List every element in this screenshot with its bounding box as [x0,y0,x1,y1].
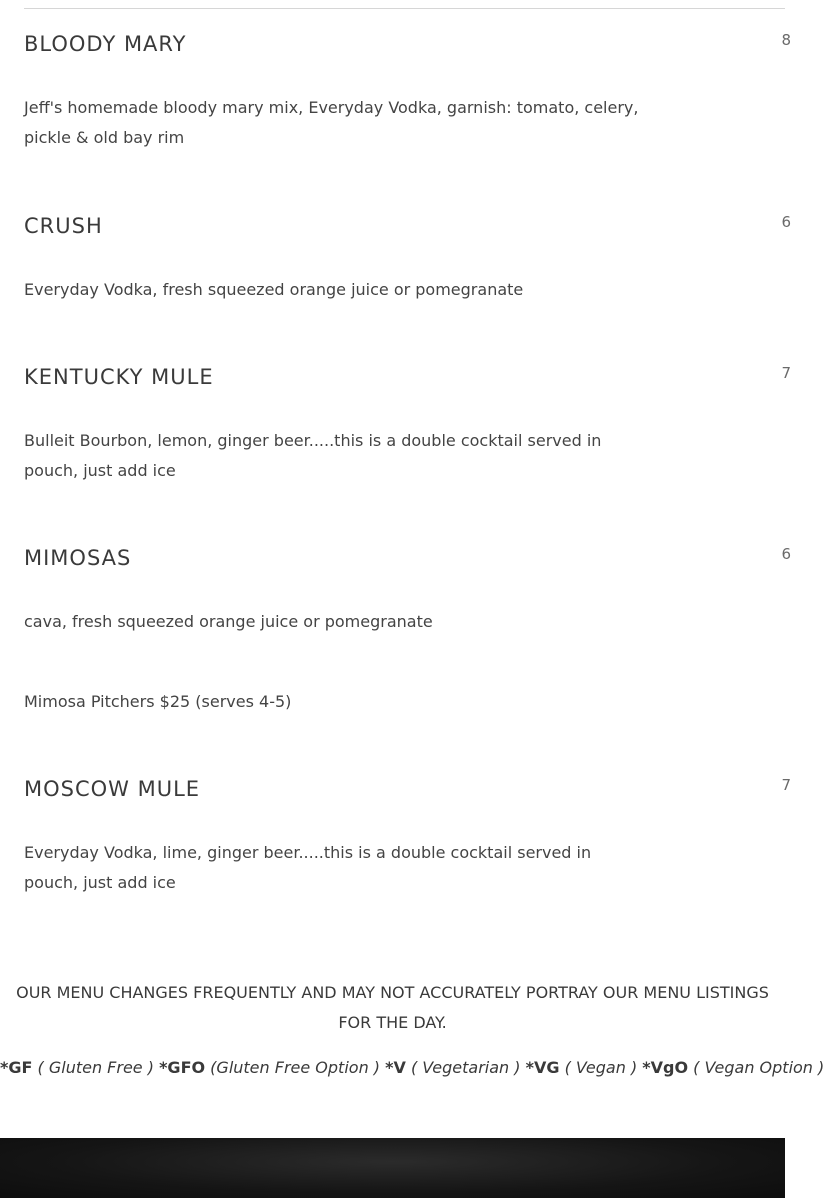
item-price: 6 [781,213,791,231]
menu-disclaimer: OUR MENU CHANGES FREQUENTLY AND MAY NOT ACCURATELY PORTRAY OUR MENU LISTINGS FOR THE DAY. [16,983,769,1032]
menu-item-kentucky-mule [24,362,791,480]
item-price: 6 [781,545,791,563]
item-price: 7 [781,776,791,794]
menu-item-crush [24,211,791,299]
item-title: MIMOSAS [24,546,132,570]
item-price: 7 [781,364,791,382]
dietary-legend [0,1054,824,1082]
item-description: cava, fresh squeezed orange juice or pomegranate [24,612,433,631]
item-title: KENTUCKY MULE [24,365,214,389]
legend-gf-code: *GF [0,1058,33,1077]
legend-vg-text: ( Vegan ) [559,1058,643,1077]
legend-vgo-text: ( Vegan Option ) [688,1058,824,1077]
menu-item-mimosas [24,543,791,711]
footer-band [0,1138,785,1198]
item-description: Everyday Vodka, fresh squeezed orange juice or pomegranate [24,280,524,299]
legend-gfo-code: *GFO [159,1058,206,1077]
menu-item-moscow-mule [24,774,791,892]
legend-v-text: ( Vegetarian ) [405,1058,526,1077]
item-title: BLOODY MARY [24,32,187,56]
item-title: CRUSH [24,214,103,238]
legend-vg-code: *VG [525,1058,560,1077]
item-description: Jeff's homemade bloody mary mix, Everyday Vodka, garnish: tomato, celery, pickle & old bay rim [24,98,639,147]
item-description: Everyday Vodka, lime, ginger beer.....this is a double cocktail served in pouch, just add ice [24,843,592,892]
item-description: Bulleit Bourbon, lemon, ginger beer.....this is a double cocktail served in pouch, just add ice [24,431,602,480]
item-title: MOSCOW MULE [24,777,201,801]
legend-gf-text: ( Gluten Free ) [32,1058,160,1077]
top-divider [24,8,785,9]
legend-v-code: *V [385,1058,406,1077]
legend-gfo-text: (Gluten Free Option ) [205,1058,386,1077]
item-extra-note: Mimosa Pitchers $25 (serves 4-5) [24,692,292,711]
item-price: 8 [781,31,791,49]
legend-vgo-code: *VgO [642,1058,689,1077]
menu-item-bloody-mary [24,29,791,147]
